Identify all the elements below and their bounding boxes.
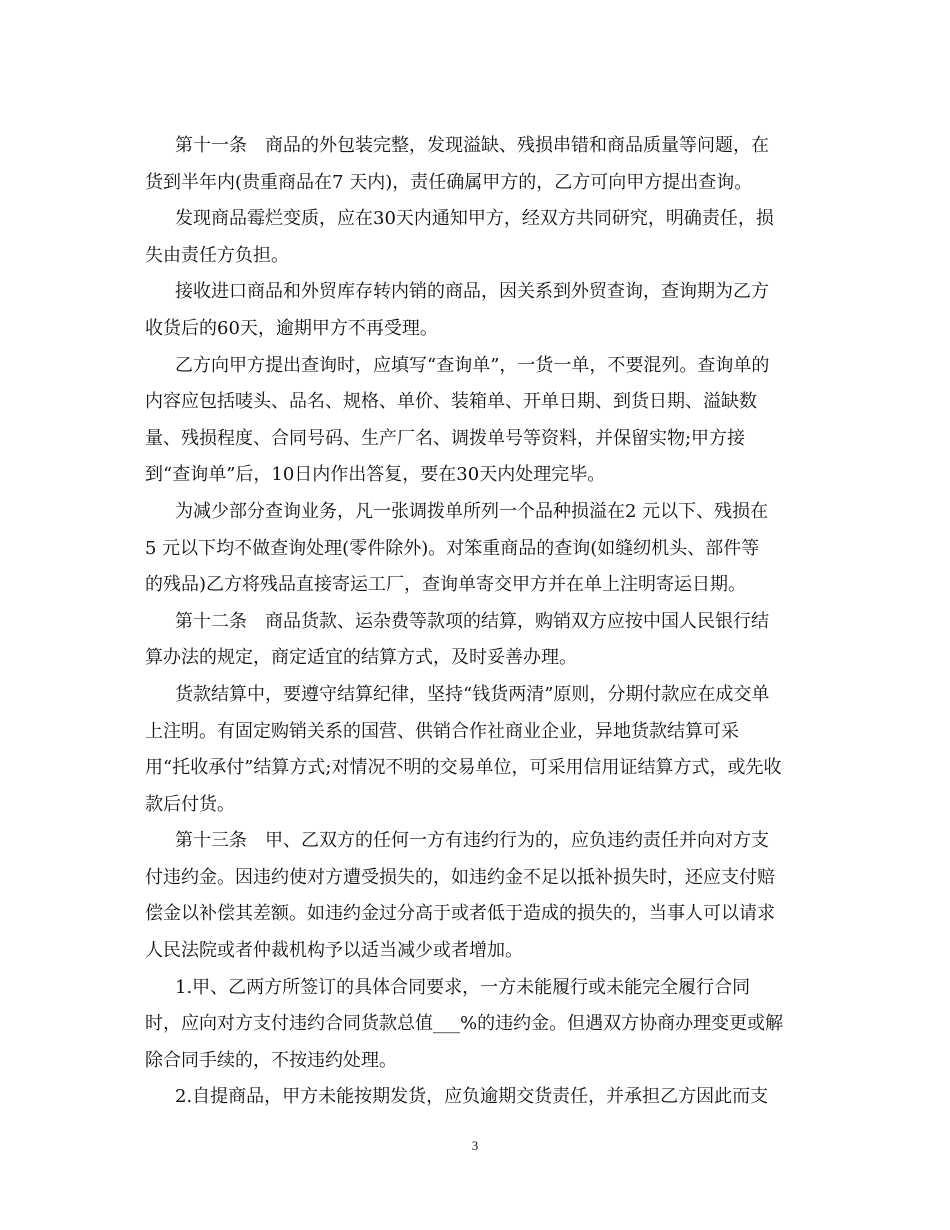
page-number: 3 (471, 1138, 479, 1153)
text-line: 乙方向甲方提出查询时，应填写“查询单”，一货一单，不要混列。查询单的 (175, 354, 770, 376)
text-line: 接收进口商品和外贸库存转内销的商品，因关系到外贸查询，查询期为乙方 (175, 281, 769, 303)
text-line: 5 元以下均不做查询处理(零件除外)。对笨重商品的查询(如缝纫机头、部件等 (145, 537, 760, 559)
text-line: 第十二条 商品货款、运杂费等款项的结算，购销双方应按中国人民银行结 (175, 610, 769, 632)
text-line: 货到半年内(贵重商品在7 天内)，责任确属甲方的，乙方可向甲方提出查询。 (145, 171, 753, 193)
text-line: 失由责任方负担。 (145, 244, 289, 266)
text-line: 内容应包括唛头、品名、规格、单价、装箱单、开单日期、到货日期、溢缺数 (145, 391, 757, 413)
text-line: 款后付货。 (145, 793, 235, 815)
text-line: 人民法院或者仲裁机构予以适当减少或者增加。 (145, 940, 523, 962)
text-line: 第十三条 甲、乙双方的任何一方有违约行为的，应负违约责任并向对方支 (175, 830, 769, 852)
text-line: 发现商品霉烂变质，应在30天内通知甲方，经双方共同研究，明确责任，损 (175, 208, 774, 230)
text-line: 除合同手续的，不按违约处理。 (145, 1049, 397, 1071)
text-line: 1.甲、乙两方所签订的具体合同要求，一方未能履行或未能完全履行合同 (175, 976, 751, 998)
text-line: 2.自提商品，甲方未能按期发货，应负逾期交货责任，并承担乙方因此而支 (175, 1086, 769, 1108)
text-line: 到“查询单”后，10日内作出答复，要在30天内处理完毕。 (145, 464, 606, 486)
document-body (145, 128, 805, 1116)
text-line: 上注明。有固定购销关系的国营、供销合作社商业企业，异地货款结算可采 (145, 720, 739, 742)
text-line: 货款结算中，要遵守结算纪律，坚持“钱货两清”原则，分期付款应在成交单 (175, 683, 770, 705)
text-line: 收货后的60天，逾期甲方不再受理。 (145, 317, 438, 339)
text-line: 付违约金。因违约使对方遭受损失的，如违约金不足以抵补损失时，还应支付赔 (145, 866, 775, 888)
text-line: 第十一条 商品的外包装完整，发现溢缺、残损串错和商品质量等问题，在 (175, 135, 769, 156)
text-line: 时，应向对方支付违约合同货款总值___%的违约金。但遇双方协商办理变更或解 (145, 1013, 784, 1035)
text-line: 的残品)乙方将残品直接寄运工厂，查询单寄交甲方并在单上注明寄运日期。 (145, 574, 747, 596)
text-line: 用“托收承付”结算方式;对情况不明的交易单位，可采用信用证结算方式，或先收 (145, 757, 782, 779)
text-line: 量、残损程度、合同号码、生产厂名、调拨单号等资料，并保留实物;甲方接 (145, 427, 746, 449)
text-line: 为减少部分查询业务，凡一张调拨单所列一个品种损溢在2 元以下、残损在 (175, 500, 769, 522)
text-line: 算办法的规定，商定适宜的结算方式，及时妥善办理。 (145, 647, 577, 669)
text-line: 偿金以补偿其差额。如违约金过分高于或者低于造成的损失的，当事人可以请求 (145, 903, 775, 925)
